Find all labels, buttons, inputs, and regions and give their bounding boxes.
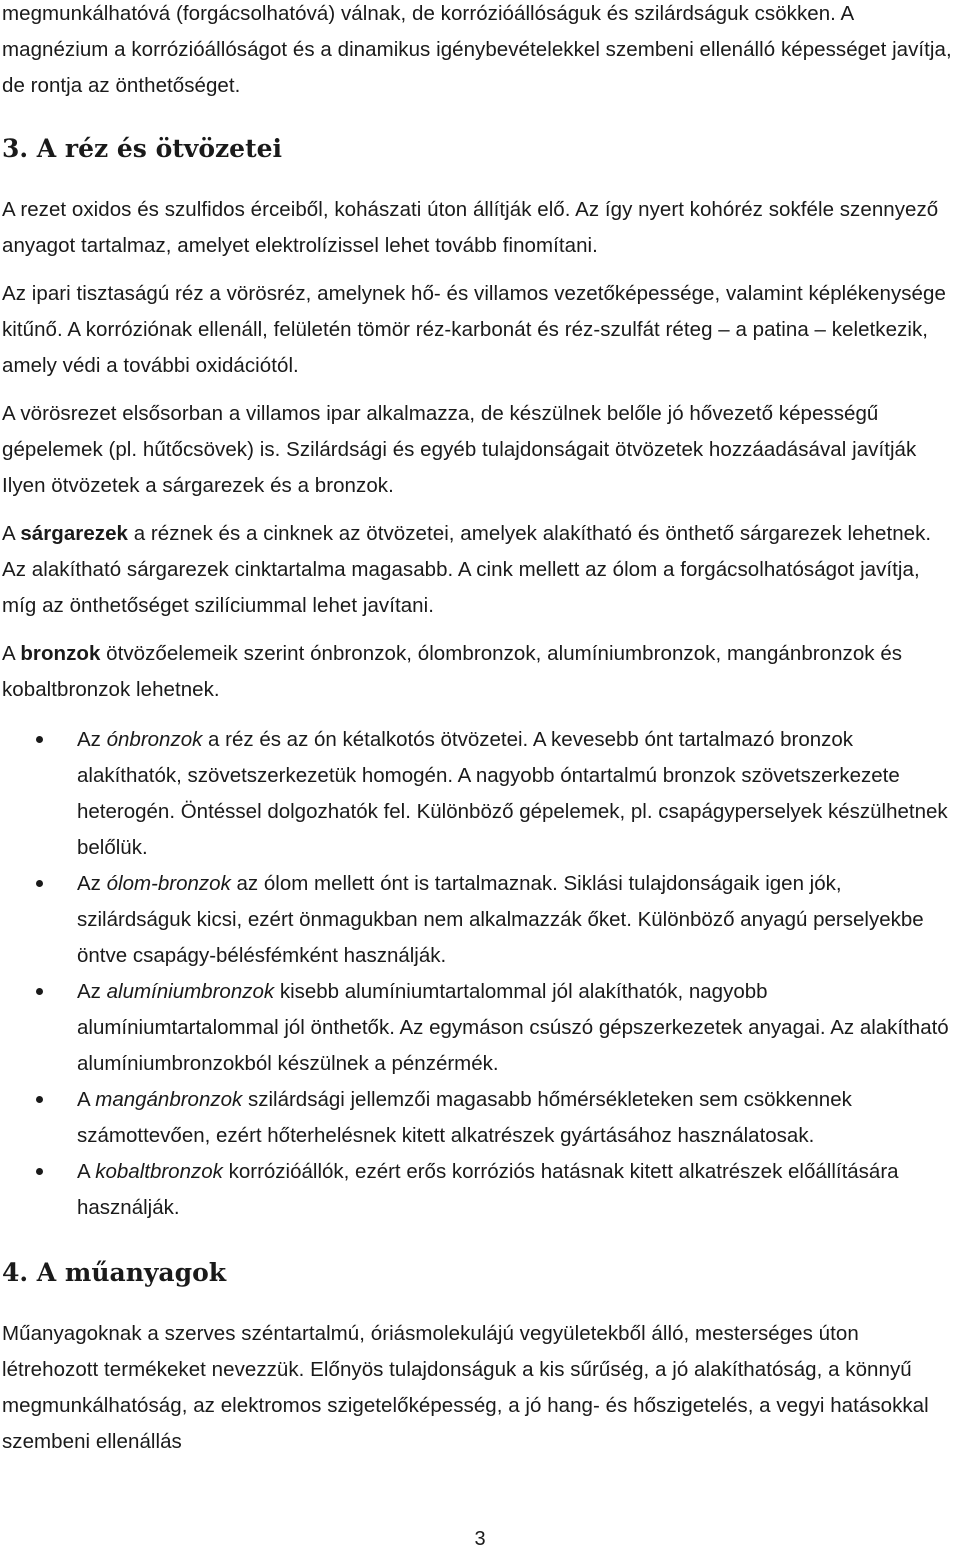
term-aluminium-bronze: alumíniumbronzok — [106, 980, 275, 1003]
paragraph-bronze — [2, 636, 958, 708]
page-number: 3 — [474, 1528, 486, 1550]
list-item — [2, 974, 958, 1082]
paragraph-brass — [2, 516, 958, 624]
section-heading-plastics: 4. A műanyagok — [2, 1258, 227, 1287]
text-span: korrózióállók, ezért erős korróziós hatásnak kitett alkatrészek előállítására használják. — [77, 1160, 899, 1219]
bullet-icon — [36, 736, 43, 743]
text-span: ötvözőelemeik szerint ónbronzok, ólombronzok, alumíniumbronzok, mangánbronzok és kobaltbronzok lehetnek. — [2, 642, 903, 701]
text-span: Az — [77, 980, 107, 1003]
bronze-types-list — [2, 722, 958, 1226]
text-span: kisebb alumíniumtartalommal jól alakíthatók, nagyobb alumíniumtartalommal jól önthetők. Az egymáson csúszó gépszerkezetek anyagai. Az alakítható alumíniumbronzokból készülnek a pénzérmék. — [77, 980, 949, 1075]
text-span: A — [77, 1160, 96, 1183]
bullet-icon — [36, 1096, 43, 1103]
list-item — [2, 1154, 958, 1226]
text-span: az ólom mellett ónt is tartalmaznak. Siklási tulajdonságaik igen jók, szilárdságuk kicsi, ezért önmagukban nem alkalmazzák őket. Különböző anyagú perselyekbe öntve csapágy-bélésfémként használják. — [77, 872, 924, 967]
text-span: szilárdsági jellemzői magasabb hőmérsékleteken sem csökkennek számottevően, ezért hőterhelésnek kitett alkatrészek gyártásához használatosak. — [77, 1088, 852, 1147]
list-item — [2, 722, 958, 866]
term-lead-bronze: ólom-bronzok — [106, 872, 231, 895]
text-span: Az — [77, 872, 107, 895]
list-item — [2, 1082, 958, 1154]
section-heading-copper: 3. A réz és ötvözetei — [2, 134, 283, 163]
list-item — [2, 866, 958, 974]
text-span: a réznek és a cinknek az ötvözetei, amelyek alakítható és önthető sárgarezek lehetnek. Az alakítható sárgarezek cinktartalma magasabb. A cink mellett az ólom a forgácsolhatóságot javítja, míg az önthetőséget szilíciummal lehet javítani. — [2, 522, 932, 617]
bullet-icon — [36, 988, 43, 995]
intro-paragraph: megmunkálhatóvá (forgácsolhatóvá) válnak, de korrózióállóságuk és szilárdságuk csökken. A magnézium a korrózióállóságot és a dinamikus igénybevételekkel szembeni ellenálló képességet javítja, de rontja az önthetőséget. — [2, 2, 952, 97]
term-bronze: bronzok — [20, 642, 101, 665]
text-span: a réz és az ón kétalkotós ötvözetei. A kevesebb ónt tartalmazó bronzok alakíthatók, szövetszerkezetük homogén. A nagyobb óntartalmú bronzok szövetszerkezete heterogén. Öntéssel dolgozhatók fel. Különböző gépelemek, pl. csapágyperselyek készülhetnek belőlük. — [77, 728, 948, 859]
term-brass: sárgarezek — [20, 522, 128, 545]
bullet-icon — [36, 880, 43, 887]
bullet-icon — [36, 1168, 43, 1175]
paragraph-red-copper: Az ipari tisztaságú réz a vörösréz, amelynek hő- és villamos vezetőképessége, valamint képlékenysége kitűnő. A korróziónak ellenáll, felületén tömör réz-karbonát és réz-szulfát réteg – a patina – keletkezik, amely védi a további oxidációtól. — [2, 282, 946, 377]
term-tin-bronze: ónbronzok — [106, 728, 203, 751]
paragraph-copper-production: A rezet oxidos és szulfidos érceiből, kohászati úton állítják elő. Az így nyert kohóréz sokféle szennyező anyagot tartalmaz, amelyet elektrolízissel lehet tovább finomítani. — [2, 198, 939, 257]
paragraph-plastics: Műanyagoknak a szerves széntartalmú, óriásmolekulájú vegyületekből álló, mesterséges úton létrehozott termékeket nevezzük. Előnyös tulajdonságuk a kis sűrűség, a jó alakíthatóság, a könnyű megmunkálhatóság, az elektromos szigetelőképesség, a jó hang- és hőszigetelés, a vegyi hatásokkal szembeni ellenállás — [2, 1322, 929, 1453]
term-cobalt-bronze: kobaltbronzok — [95, 1160, 223, 1183]
text-span: A — [77, 1088, 96, 1111]
paragraph-red-copper-usage: A vörösrezet elsősorban a villamos ipar alkalmazza, de készülnek belőle jó hővezető képességű gépelemek (pl. hűtőcsövek) is. Szilárdsági és egyéb tulajdonságait ötvözetek hozzáadásával javítják Ilyen ötvözetek a sárgarezek és a bronzok. — [2, 402, 917, 497]
term-manganese-bronze: mangánbronzok — [95, 1088, 243, 1111]
text-span: A — [2, 642, 21, 665]
text-span: A — [2, 522, 21, 545]
text-span: Az — [77, 728, 107, 751]
